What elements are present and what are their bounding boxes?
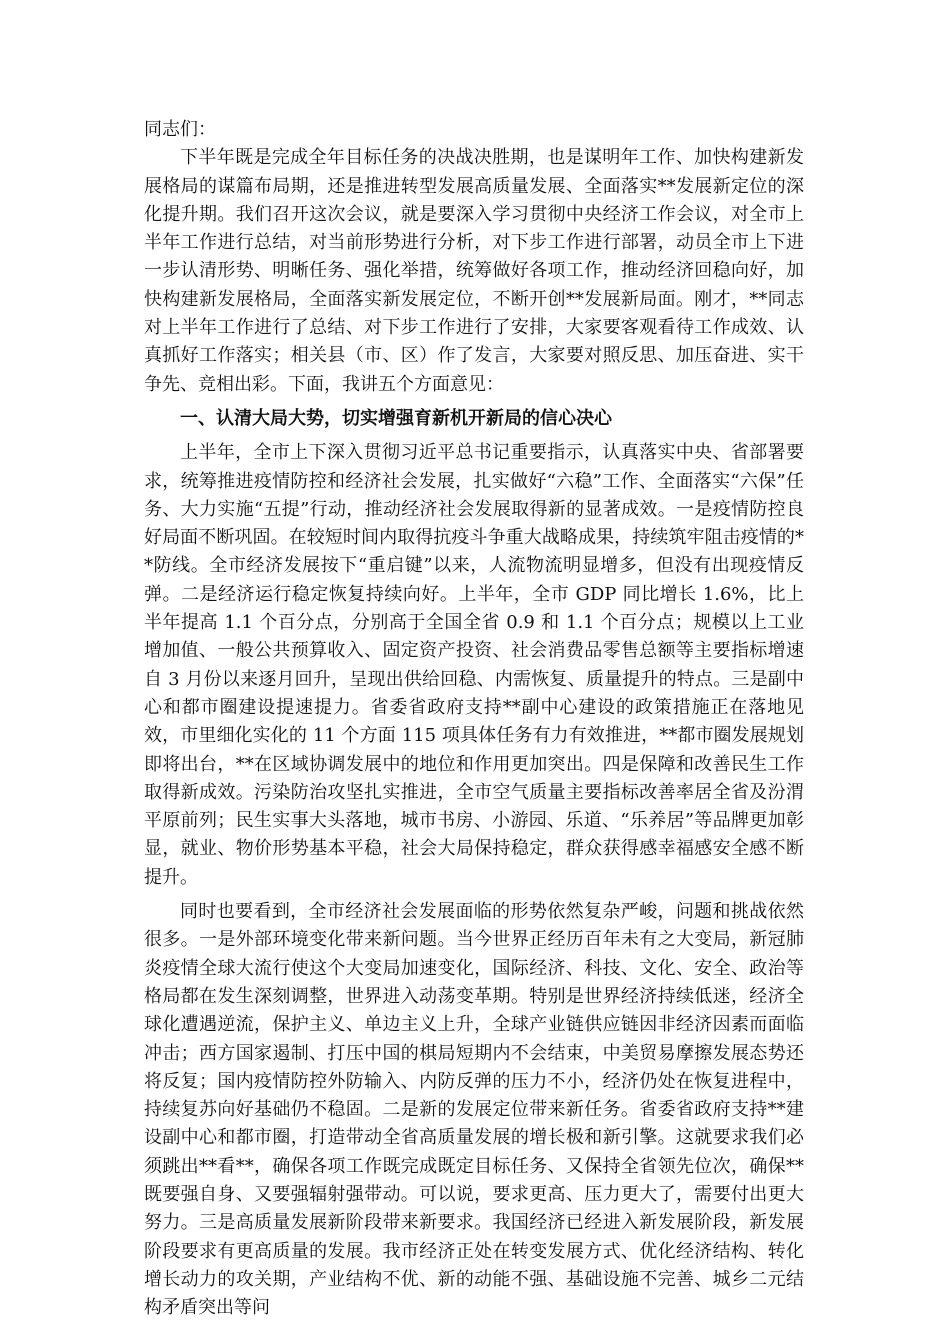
section-heading-1: 一、认清大局大势，切实增强育新机开新局的信心决心 bbox=[180, 407, 612, 429]
document-body bbox=[144, 116, 804, 1322]
section1-paragraph-2: 同时也要看到，全市经济社会发展面临的形势依然复杂严峻，问题和挑战依然很多。一是外部环境变化带来新问题。当今世界正经历百年未有之大变局，新冠肺炎疫情全球大流行使这个大变局加速变化，国际经济、科技、文化、安全、政治等格局都在发生深刻调整，世界进入动荡变革期。特别是世界经济持续低迷，经济全球化遭遇逆流，保护主义、单边主义上升，全球产业链供应链因非经济因素而面临冲击；西方国家遏制、打压中国的棋局短期内不会结束，中美贸易摩擦发展态势还将反复；国内疫情防控外防输入、内防反弹的压力不小，经济仍处在恢复进程中，持续复苏向好基础仍不稳固。二是新的发展定位带来新任务。省委省政府支持**建设副中心和都市圈，打造带动全省高质量发展的增长极和新引擎。这就要求我们必须跳出**看**，确保各项工作既完成既定目标任务、又保持全省领先位次，确保**既要强自身、又要强辐射强带动。可以说，要求更高、压力更大了，需要付出更大努力。三是高质量发展新阶段带来新要求。我国经济已经进入新发展阶段，新发展阶段要求有更高质量的发展。我市经济正处在转变发展方式、优化经济结构、转化增长动力的攻关期，产业结构不优、新的动能不强、基础设施不完善、城乡二元结构矛盾突出等问 bbox=[144, 901, 804, 1319]
greeting: 同志们： bbox=[144, 119, 216, 140]
intro-paragraph: 下半年既是完成全年目标任务的决战决胜期，也是谋明年工作、加快构建新发展格局的谋篇布局期，还是推进转型发展高质量发展、全面落实**发展新定位的深化提升期。我们召开这次会议，就是要深入学习贯彻中央经济工作会议，对全市上半年工作进行总结，对当前形势进行分析，对下步工作进行部署，动员全市上下进一步认清形势、明晰任务、强化举措，统筹做好各项工作，推动经济回稳向好，加快构建新发展格局，全面落实新发展定位，不断开创**发展新局面。刚才，**同志对上半年工作进行了总结、对下步工作进行了安排，大家要客观看待工作成效、认真抓好工作落实；相关县（市、区）作了发言，大家要对照反思、加压奋进、实干争先、竞相出彩。下面，我讲五个方面意见： bbox=[144, 147, 804, 395]
section1-paragraph-1: 上半年，全市上下深入贯彻习近平总书记重要指示，认真落实中央、省部署要求，统筹推进疫情防控和经济社会发展，扎实做好“六稳”工作、全面落实“六保”任务、大力实施“五提”行动，推动经济社会发展取得新的显著成效。一是疫情防控良好局面不断巩固。在较短时间内取得抗疫斗争重大战略成果，持续筑牢阻击疫情的**防线。全市经济发展按下“重启键”以来，人流物流明显增多，但没有出现疫情反弹。二是经济运行稳定恢复持续向好。上半年，全市 GDP 同比增长 1.6%，比上半年提高 1.1 个百分点，分别高于全国全省 0.9 和 1.1 个百分点；规模以上工业增加值、一般公共预算收入、固定资产投资、社会消费品零售总额等主要指标增速自 3 月份以来逐月回升，呈现出供给回稳、内需恢复、质量提升的特点。三是副中心和都市圈建设提速提力。省委省政府支持**副中心建设的政策措施正在落地见效，市里细化实化的 11 个方面 115 项具体任务有力有效推进，**都市圈发展规划即将出台，**在区域协调发展中的地位和作用更加突出。四是保障和改善民生工作取得新成效。污染防治攻坚扎实推进，全市空气质量主要指标改善率居全省及汾渭平原前列；民生实事大头落地，城市书房、小游园、乐道、“乐养居”等品牌更加彰显，就业、物价形势基本平稳，社会大局保持稳定，群众获得感幸福感安全感不断提升。 bbox=[144, 442, 804, 888]
